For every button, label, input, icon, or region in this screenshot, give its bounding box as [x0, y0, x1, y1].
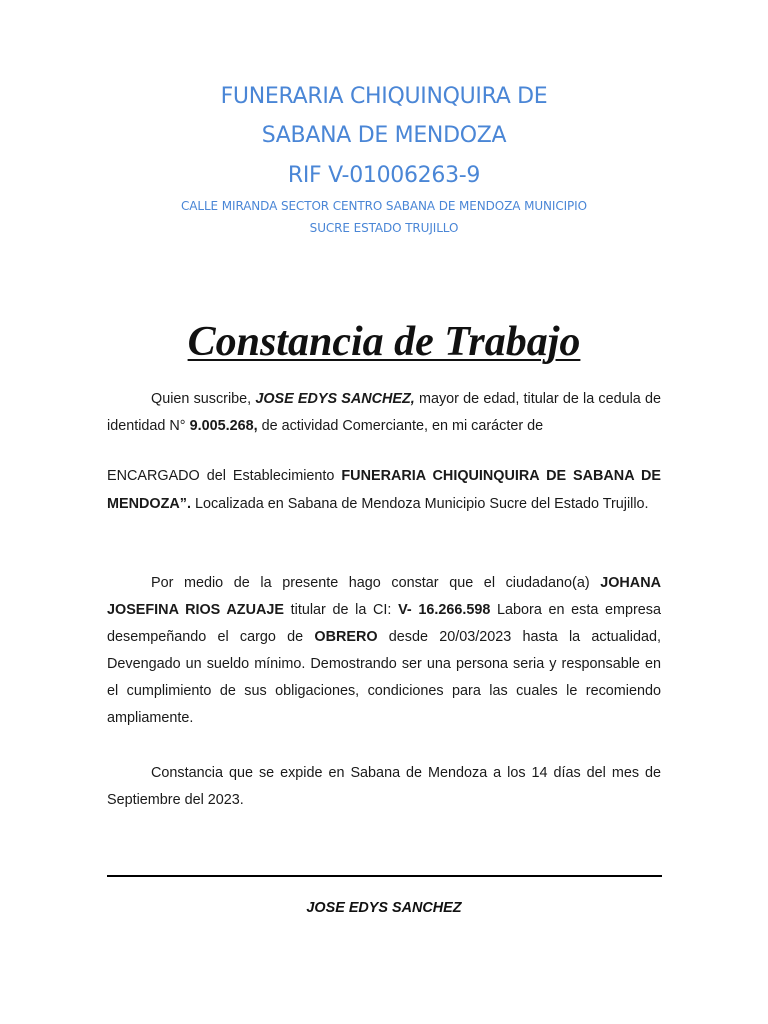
p2-text-1: ENCARGADO del Establecimiento — [107, 468, 342, 484]
company-name-line2: SABANA DE MENDOZA — [261, 123, 507, 148]
issuer-name: JOSE EDYS SANCHEZ, — [255, 391, 415, 407]
company-rif: RIF V-01006263-9 — [287, 163, 481, 188]
p1-text-2: mayor de edad, titular de la cedula de identidad N° — [107, 391, 661, 434]
company-name-line1: FUNERARIA CHIQUINQUIRA DE — [220, 84, 548, 109]
p1-text-1: Quien suscribe, — [151, 391, 256, 407]
employee-name: JOHANA JOSEFINA RIOS AZUAJE — [107, 575, 661, 618]
p3-text-4: desde 20/03/2023 hasta la actualidad, Devengado un sueldo mínimo. Demostrando ser una persona seria y responsable en el cumplimiento de sus obligaciones, condiciones para las cuales le recomiendo ampliamente. — [107, 629, 662, 726]
paragraph-establishment — [107, 462, 661, 518]
document-title: Constancia de Trabajo — [187, 319, 581, 365]
paragraph-issuance: Constancia que se expide en Sabana de Mendoza a los 14 días del mes de Septiembre del 2023. — [107, 765, 661, 808]
employee-position: OBRERO — [314, 629, 378, 645]
paragraph-employment — [107, 570, 661, 732]
issuer-id-number: 9.005.268, — [189, 418, 258, 434]
p3-text-2: titular de la CI: — [283, 602, 399, 618]
signature-line — [107, 875, 662, 877]
p2-text-2: Localizada en Sabana de Mendoza Municipio Sucre del Estado Trujillo. — [190, 496, 649, 512]
p3-text-3: Labora en esta empresa desempeñando el cargo de — [107, 602, 662, 645]
employee-ci: V- 16.266.598 — [398, 602, 491, 618]
company-address-line1: CALLE MIRANDA SECTOR CENTRO SABANA DE MENDOZA MUNICIPIO — [181, 199, 587, 213]
p1-text-3: de actividad Comerciante, en mi carácter de — [257, 418, 544, 434]
p3-text-1: Por medio de la presente hago constar que el ciudadano(a) — [151, 575, 601, 591]
business-name: FUNERARIA CHIQUINQUIRA DE SABANA DE MENDOZA”. — [107, 468, 661, 512]
paragraph-issuer — [107, 386, 661, 440]
signature-name: JOSE EDYS SANCHEZ — [306, 900, 462, 916]
company-address-line2: SUCRE ESTADO TRUJILLO — [309, 221, 459, 235]
